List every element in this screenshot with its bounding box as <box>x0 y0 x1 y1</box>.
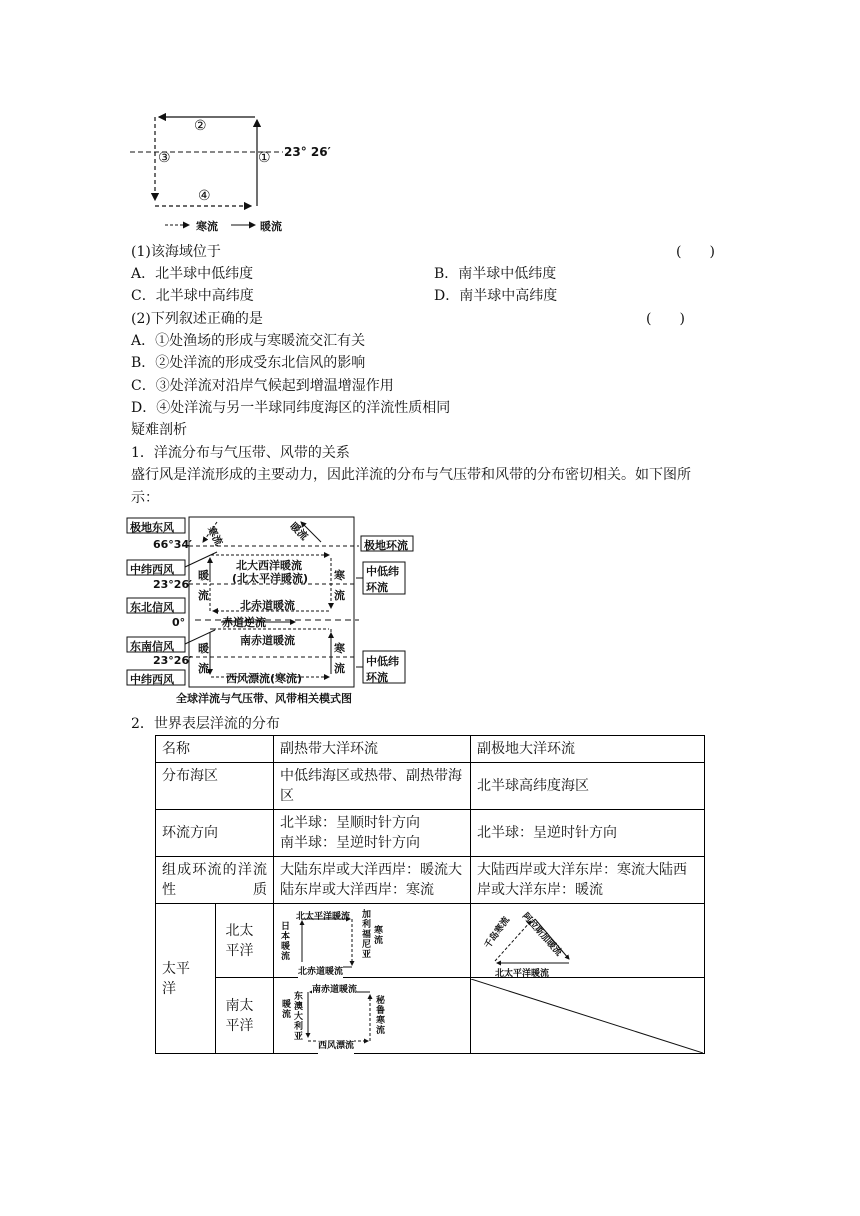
sub-direction-north: 北半球：呈顺时针方向 <box>280 815 421 831</box>
lat-0-label: 0° <box>172 616 186 629</box>
np-right-label-cold: 寒流 <box>374 926 384 946</box>
n-equatorial-current-label: 北赤道暖流 <box>240 599 295 612</box>
np-left-label: 日本暖流 <box>281 922 291 962</box>
equatorial-counter-current-label: 赤道逆流 <box>222 616 266 629</box>
ocean-current-diagram <box>125 108 315 232</box>
table-row <box>156 810 705 857</box>
cell-sub-direction <box>274 810 471 857</box>
row-label-north-pacific: 北太平洋 <box>215 904 274 978</box>
mid-low-gyre-north-label: 中低纬环流 <box>366 565 399 594</box>
cold-current-right-north: 寒流 <box>334 569 345 602</box>
cell-south-pacific-diagram <box>274 978 471 1054</box>
np-top-label: 北太平洋暖流 <box>296 912 351 922</box>
row-label-nature: 组成环流的洋流性质 <box>156 857 274 904</box>
westerlies-north-label: 中纬西风 <box>130 563 174 576</box>
diagonal-strike <box>471 979 703 1053</box>
cell-sub-region: 中低纬海区或热带、副热带海区 <box>274 763 471 810</box>
q2-answer-paren: ( ) <box>646 311 685 327</box>
lat-23s-label: 23°26′ <box>153 654 193 667</box>
table-row <box>156 978 705 1054</box>
header-name: 名称 <box>156 736 274 763</box>
np-bottom-label: 北赤道暖流 <box>298 962 343 982</box>
tri-bottom-label: 北太平洋暖流 <box>495 969 550 979</box>
section-2-title: 2．世界表层洋流的分布 <box>131 716 280 732</box>
q2-stem: (2)下列叙述正确的是 <box>131 311 263 327</box>
table-row <box>156 857 705 904</box>
tri-left-label: 千岛寒流 <box>483 915 512 951</box>
polar-gyre-label: 极地环流 <box>364 539 408 552</box>
cell-north-pacific-diagram <box>274 904 471 978</box>
section-1-text-cont: 示： <box>131 490 159 506</box>
q1-option-c: C．北半球中高纬度 <box>131 288 254 304</box>
marker-2: ② <box>194 118 207 134</box>
sp-left-label: 东澳大利亚 <box>294 992 304 1042</box>
q2-option-b: B．②处洋流的形成受东北信风的影响 <box>131 355 366 371</box>
row-label-direction: 环流方向 <box>156 810 274 857</box>
lat-23n-label: 23°26′ <box>153 578 193 591</box>
n-atlantic-drift-label: 北大西洋暖流 <box>236 559 302 572</box>
header-subpolar: 副极地大洋环流 <box>471 736 705 763</box>
cell-subpolar-direction: 北半球：呈逆时针方向 <box>471 810 705 857</box>
mid-low-gyre-south-label: 中低纬环流 <box>366 655 399 684</box>
table-row <box>156 904 705 978</box>
cell-sub-nature: 大陆东岸或大洋西岸：暖流大陆东岸或大洋西岸：寒流 <box>274 857 471 904</box>
marker-4: ④ <box>198 188 211 204</box>
q1-answer-paren: ( ) <box>676 244 715 260</box>
se-trade-wind-label: 东南信风 <box>130 640 174 653</box>
lat-66-label: 66°34′ <box>153 538 193 551</box>
q2-option-d: D．④处洋流与另一半球同纬度海区的洋流性质相同 <box>131 400 451 416</box>
westerlies-south-label: 中纬西风 <box>130 673 174 686</box>
legend-cold: 寒流 <box>196 220 218 233</box>
row-label-pacific: 太平洋 <box>156 904 216 1054</box>
sp-left-label-warm: 暖流 <box>282 1000 292 1020</box>
table-row <box>156 763 705 810</box>
n-pacific-drift-label: (北太平洋暖流) <box>232 572 309 585</box>
table-header-row <box>156 736 705 763</box>
cell-subpolar-nature: 大陆西岸或大洋东岸：寒流大陆西岸或大洋东岸：暖流 <box>471 857 705 904</box>
q2-option-c: C．③处洋流对沿岸气候起到增温增湿作用 <box>131 378 394 394</box>
header-subtropical: 副热带大洋环流 <box>274 736 471 763</box>
row-label-region: 分布海区 <box>156 763 274 810</box>
polar-easterlies-label: 极地东风 <box>130 521 174 534</box>
q2-option-a: A．①处渔场的形成与寒暖流交汇有关 <box>131 333 366 349</box>
q1-option-a: A．北半球中低纬度 <box>131 266 254 282</box>
q1-option-b: B．南半球中低纬度 <box>434 266 557 282</box>
warm-current-left-north: 暖流 <box>198 569 209 602</box>
sp-top-label: 南赤道暖流 <box>312 980 357 1000</box>
marker-1: ① <box>258 150 271 166</box>
cold-current-right-south: 寒流 <box>334 642 345 675</box>
ne-trade-wind-label: 东北信风 <box>130 601 174 614</box>
section-1-title: 1．洋流分布与气压带、风带的关系 <box>131 445 350 461</box>
warm-current-top: 暖流 <box>287 520 310 543</box>
sp-right-label: 秘鲁寒流 <box>376 996 386 1036</box>
marker-3: ③ <box>158 150 171 166</box>
section-1-text: 盛行风是洋流形成的主要动力，因此洋流的分布与气压带和风带的分布密切相关。如下图所 <box>131 467 691 483</box>
analysis-heading: 疑难剖析 <box>131 422 187 438</box>
legend-warm: 暖流 <box>260 220 282 233</box>
west-wind-drift-label: 西风漂流(寒流) <box>226 672 303 685</box>
ocean-gyre-table <box>155 735 705 1054</box>
latitude-label: 23° 26′ <box>284 145 331 159</box>
s-equatorial-current-label: 南赤道暖流 <box>240 634 295 647</box>
tri-right-label: 阿拉斯加暖流 <box>519 911 564 959</box>
row-label-south-pacific: 南太平洋 <box>215 978 274 1054</box>
cell-empty-diagonal <box>471 978 705 1054</box>
q1-option-d: D．南半球中高纬度 <box>434 288 558 304</box>
q1-stem: (1)该海域位于 <box>131 244 221 260</box>
sub-direction-south: 南半球：呈逆时针方向 <box>280 835 421 851</box>
cold-current-top: 寒流 <box>204 524 224 548</box>
cell-subpolar-region: 北半球高纬度海区 <box>471 763 705 810</box>
cell-subpolar-diagram <box>471 904 705 978</box>
np-right-label: 加利福尼亚 <box>362 910 372 960</box>
sp-bottom-label: 西风漂流 <box>318 1036 354 1056</box>
warm-current-left-south: 暖流 <box>198 642 209 675</box>
figure-caption: 全球洋流与气压带、风带相关模式图 <box>176 692 352 705</box>
